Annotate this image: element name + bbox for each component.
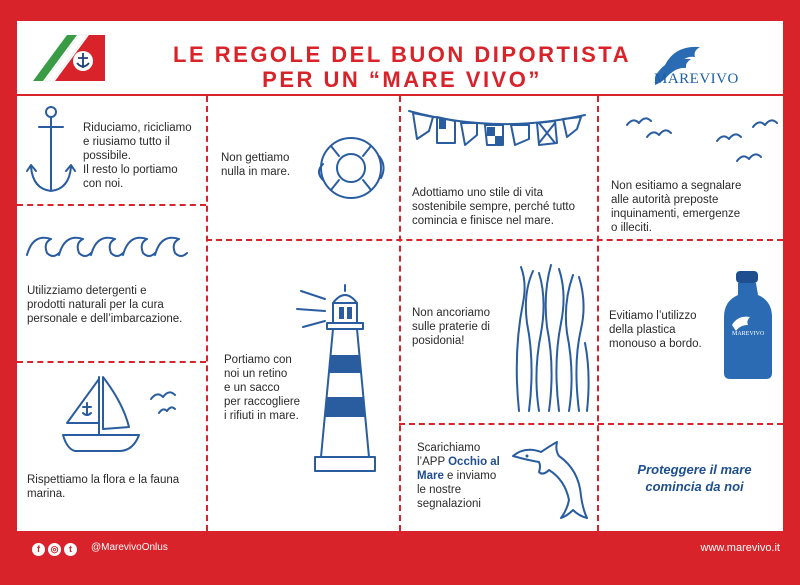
brand-name: MAREVIVO xyxy=(654,71,739,87)
rule-app-text: Scarichiamo l’APP Occhio al Mare e inviamo le nostre segnalazioni xyxy=(417,442,500,510)
instagram-icon[interactable]: ◎ xyxy=(48,543,61,556)
app-name: Occhio al xyxy=(448,456,500,468)
page-title-line2: PER UN “MARE VIVO” xyxy=(262,67,542,92)
divider xyxy=(597,96,599,531)
facebook-icon[interactable]: f xyxy=(32,543,45,556)
divider xyxy=(17,361,206,363)
rule-plastic-text: Evitiamo l’utilizzo della plastica monouso a bordo. xyxy=(609,310,702,350)
bottle-label: MAREVIVO xyxy=(732,331,765,337)
divider xyxy=(206,96,208,531)
claim-text: Proteggere il mare comincia da noi xyxy=(637,462,752,494)
waves-icon xyxy=(23,225,199,265)
header xyxy=(17,21,783,94)
bottle-icon xyxy=(722,269,774,381)
seagrass-icon xyxy=(509,263,591,413)
rule-reduce-text: Riduciamo, ricicliamo e riusiamo tutto il possibile. Il resto lo portiamo con noi. xyxy=(83,122,192,190)
lighthouse-icon xyxy=(295,281,395,477)
rule-detergents-text: Utilizziamo detergenti e prodotti naturali per la cura personale e dell’imbarcazione. xyxy=(27,285,183,325)
divider xyxy=(17,204,206,206)
rule-net-text: Portiamo con noi un retino e un sacco per raccogliere i rifiuti in mare. xyxy=(224,354,301,422)
anchor-icon xyxy=(25,103,77,199)
lifebuoy-icon xyxy=(317,126,387,206)
rule-posidonia-text: Non ancoriamo sulle praterie di posidonia! xyxy=(412,307,490,347)
divider xyxy=(399,423,783,425)
footer xyxy=(0,531,800,585)
coast-guard-logo xyxy=(27,31,107,87)
rule-nothing-overboard-text: Non gettiamo nulla in mare. xyxy=(221,152,291,178)
website-link[interactable]: www.marevivo.it xyxy=(700,542,780,554)
twitter-icon[interactable]: t xyxy=(64,543,77,556)
flags-icon xyxy=(407,105,587,165)
divider xyxy=(399,96,401,531)
dolphin-icon xyxy=(509,436,595,524)
rule-lifestyle-text: Adottiamo uno stile di vita sostenibile sempre, perché tutto comincia e finisce nel mare. xyxy=(412,187,576,227)
poster-sheet xyxy=(17,21,783,531)
rule-report-text: Non esitiamo a segnalare alle autorità preposte inquinamenti, emergenze o illeciti. xyxy=(611,180,742,234)
page-title-line1: LE REGOLE DEL BUON DIPORTISTA xyxy=(173,42,631,67)
social-links xyxy=(32,541,80,555)
seagulls-icon xyxy=(617,111,777,171)
social-handle[interactable]: @MarevivoOnlus xyxy=(91,542,168,553)
divider xyxy=(206,239,783,241)
rule-flora-text: Rispettiamo la flora e la fauna marina. xyxy=(27,474,180,500)
sailboat-icon xyxy=(59,373,189,459)
